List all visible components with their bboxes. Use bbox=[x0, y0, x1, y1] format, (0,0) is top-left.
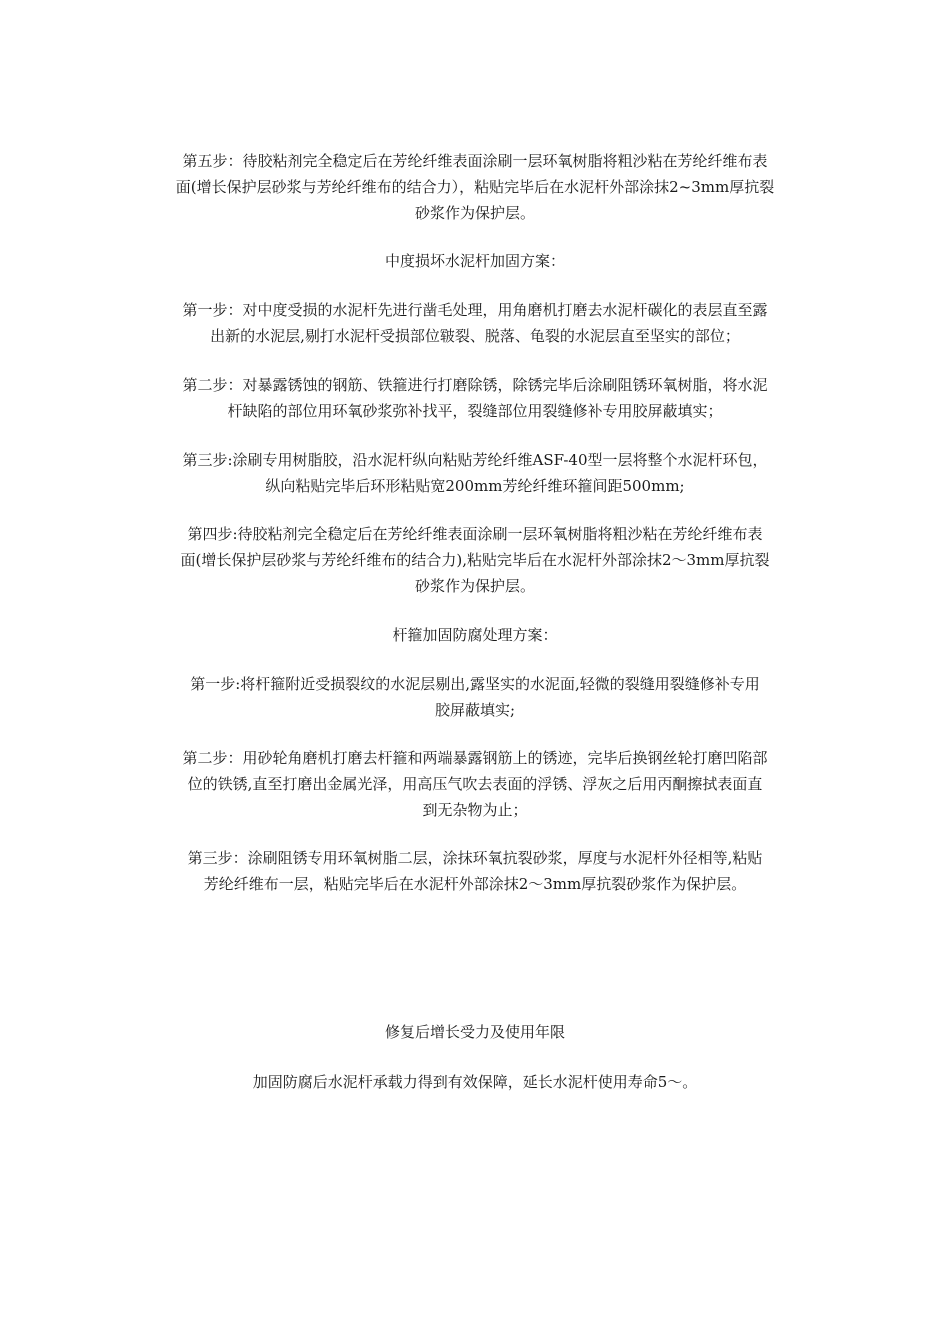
text-line: 第一步：对中度受损的水泥杆先进行凿毛处理，用角磨机打磨去水泥杆碳化的表层直至露 bbox=[182, 301, 768, 319]
text-line: 纵向粘贴完毕后环形粘贴宽200mm芳纶纤维环箍间距500mm; bbox=[265, 477, 685, 495]
text-line: 面(增长保护层砂浆与芳纶纤维布的结合力),粘贴完毕后在水泥杆外部涂抹2～3mm厚抗裂 bbox=[180, 551, 770, 569]
paragraph-step4 bbox=[140, 521, 810, 599]
text-line: 胶屏蔽填实; bbox=[434, 701, 516, 719]
heading-hoop-reinforcement-plan bbox=[140, 622, 810, 648]
text-line: 第三步：涂刷阻锈专用环氧树脂二层，涂抹环氧抗裂砂浆，厚度与水泥杆外径相等,粘贴 bbox=[187, 849, 763, 867]
paragraph-step1 bbox=[140, 297, 810, 349]
heading-service-life bbox=[140, 1019, 810, 1045]
text-line: 芳纶纤维布一层，粘贴完毕后在水泥杆外部涂抹2～3mm厚抗裂砂浆作为保护层。 bbox=[203, 875, 747, 893]
text-line: 加固防腐后水泥杆承载力得到有效保障，延长水泥杆使用寿命5～。 bbox=[252, 1073, 698, 1091]
text-line: 出新的水泥层,剔打水泥杆受损部位皲裂、脱落、龟裂的水泥层直至坚实的部位； bbox=[210, 327, 740, 345]
paragraph-service-life bbox=[140, 1069, 810, 1095]
text-line: 第四步:待胶粘剂完全稳定后在芳纶纤维表面涂刷一层环氧树脂将粗沙粘在芳纶纤维布表 bbox=[187, 525, 763, 543]
text-line: 第二步：对暴露锈蚀的钢筋、铁箍进行打磨除锈，除锈完毕后涂刷阻锈环氧树脂，将水泥 bbox=[182, 376, 768, 394]
paragraph-hoop-step1 bbox=[140, 671, 810, 723]
text-line: 第二步：用砂轮角磨机打磨去杆箍和两端暴露钢筋上的锈迹，完毕后换钢丝轮打磨凹陷部 bbox=[182, 749, 768, 767]
text-line: 第一步:将杆箍附近受损裂纹的水泥层剔出,露坚实的水泥面,轻微的裂缝用裂缝修补专用 bbox=[190, 675, 760, 693]
text-line: 中度损坏水泥杆加固方案： bbox=[384, 252, 565, 270]
text-line: 到无杂物为止； bbox=[422, 801, 528, 819]
text-line: 面(增长保护层砂浆与芳纶纤维布的结合力），粘贴完毕后在水泥杆外部涂抹2~3mm厚抗裂 bbox=[175, 178, 775, 196]
text-line: 砂浆作为保护层。 bbox=[414, 577, 535, 595]
heading-moderate-damage-plan bbox=[140, 248, 810, 274]
paragraph-hoop-step3 bbox=[140, 845, 810, 897]
text-line: 杆箍加固防腐处理方案： bbox=[392, 626, 558, 644]
paragraph-step2 bbox=[140, 372, 810, 424]
text-line: 第五步：待胶粘剂完全稳定后在芳纶纤维表面涂刷一层环氧树脂将粗沙粘在芳纶纤维布表 bbox=[182, 152, 768, 170]
paragraph-step3 bbox=[140, 447, 810, 499]
text-line: 第三步:涂刷专用树脂胶，沿水泥杆纵向粘贴芳纶纤维ASF-40型一层将整个水泥杆环包， bbox=[182, 451, 768, 469]
text-line: 位的铁锈,直至打磨出金属光泽，用高压气吹去表面的浮锈、浮灰之后用丙酮擦拭表面直 bbox=[187, 775, 763, 793]
paragraph-hoop-step2 bbox=[140, 745, 810, 823]
text-line: 砂浆作为保护层。 bbox=[414, 204, 535, 222]
text-line: 杆缺陷的部位用环氧砂浆弥补找平，裂缝部位用裂缝修补专用胶屏蔽填实； bbox=[227, 402, 723, 420]
paragraph-step5 bbox=[140, 148, 810, 226]
text-line: 修复后增长受力及使用年限 bbox=[384, 1023, 565, 1041]
